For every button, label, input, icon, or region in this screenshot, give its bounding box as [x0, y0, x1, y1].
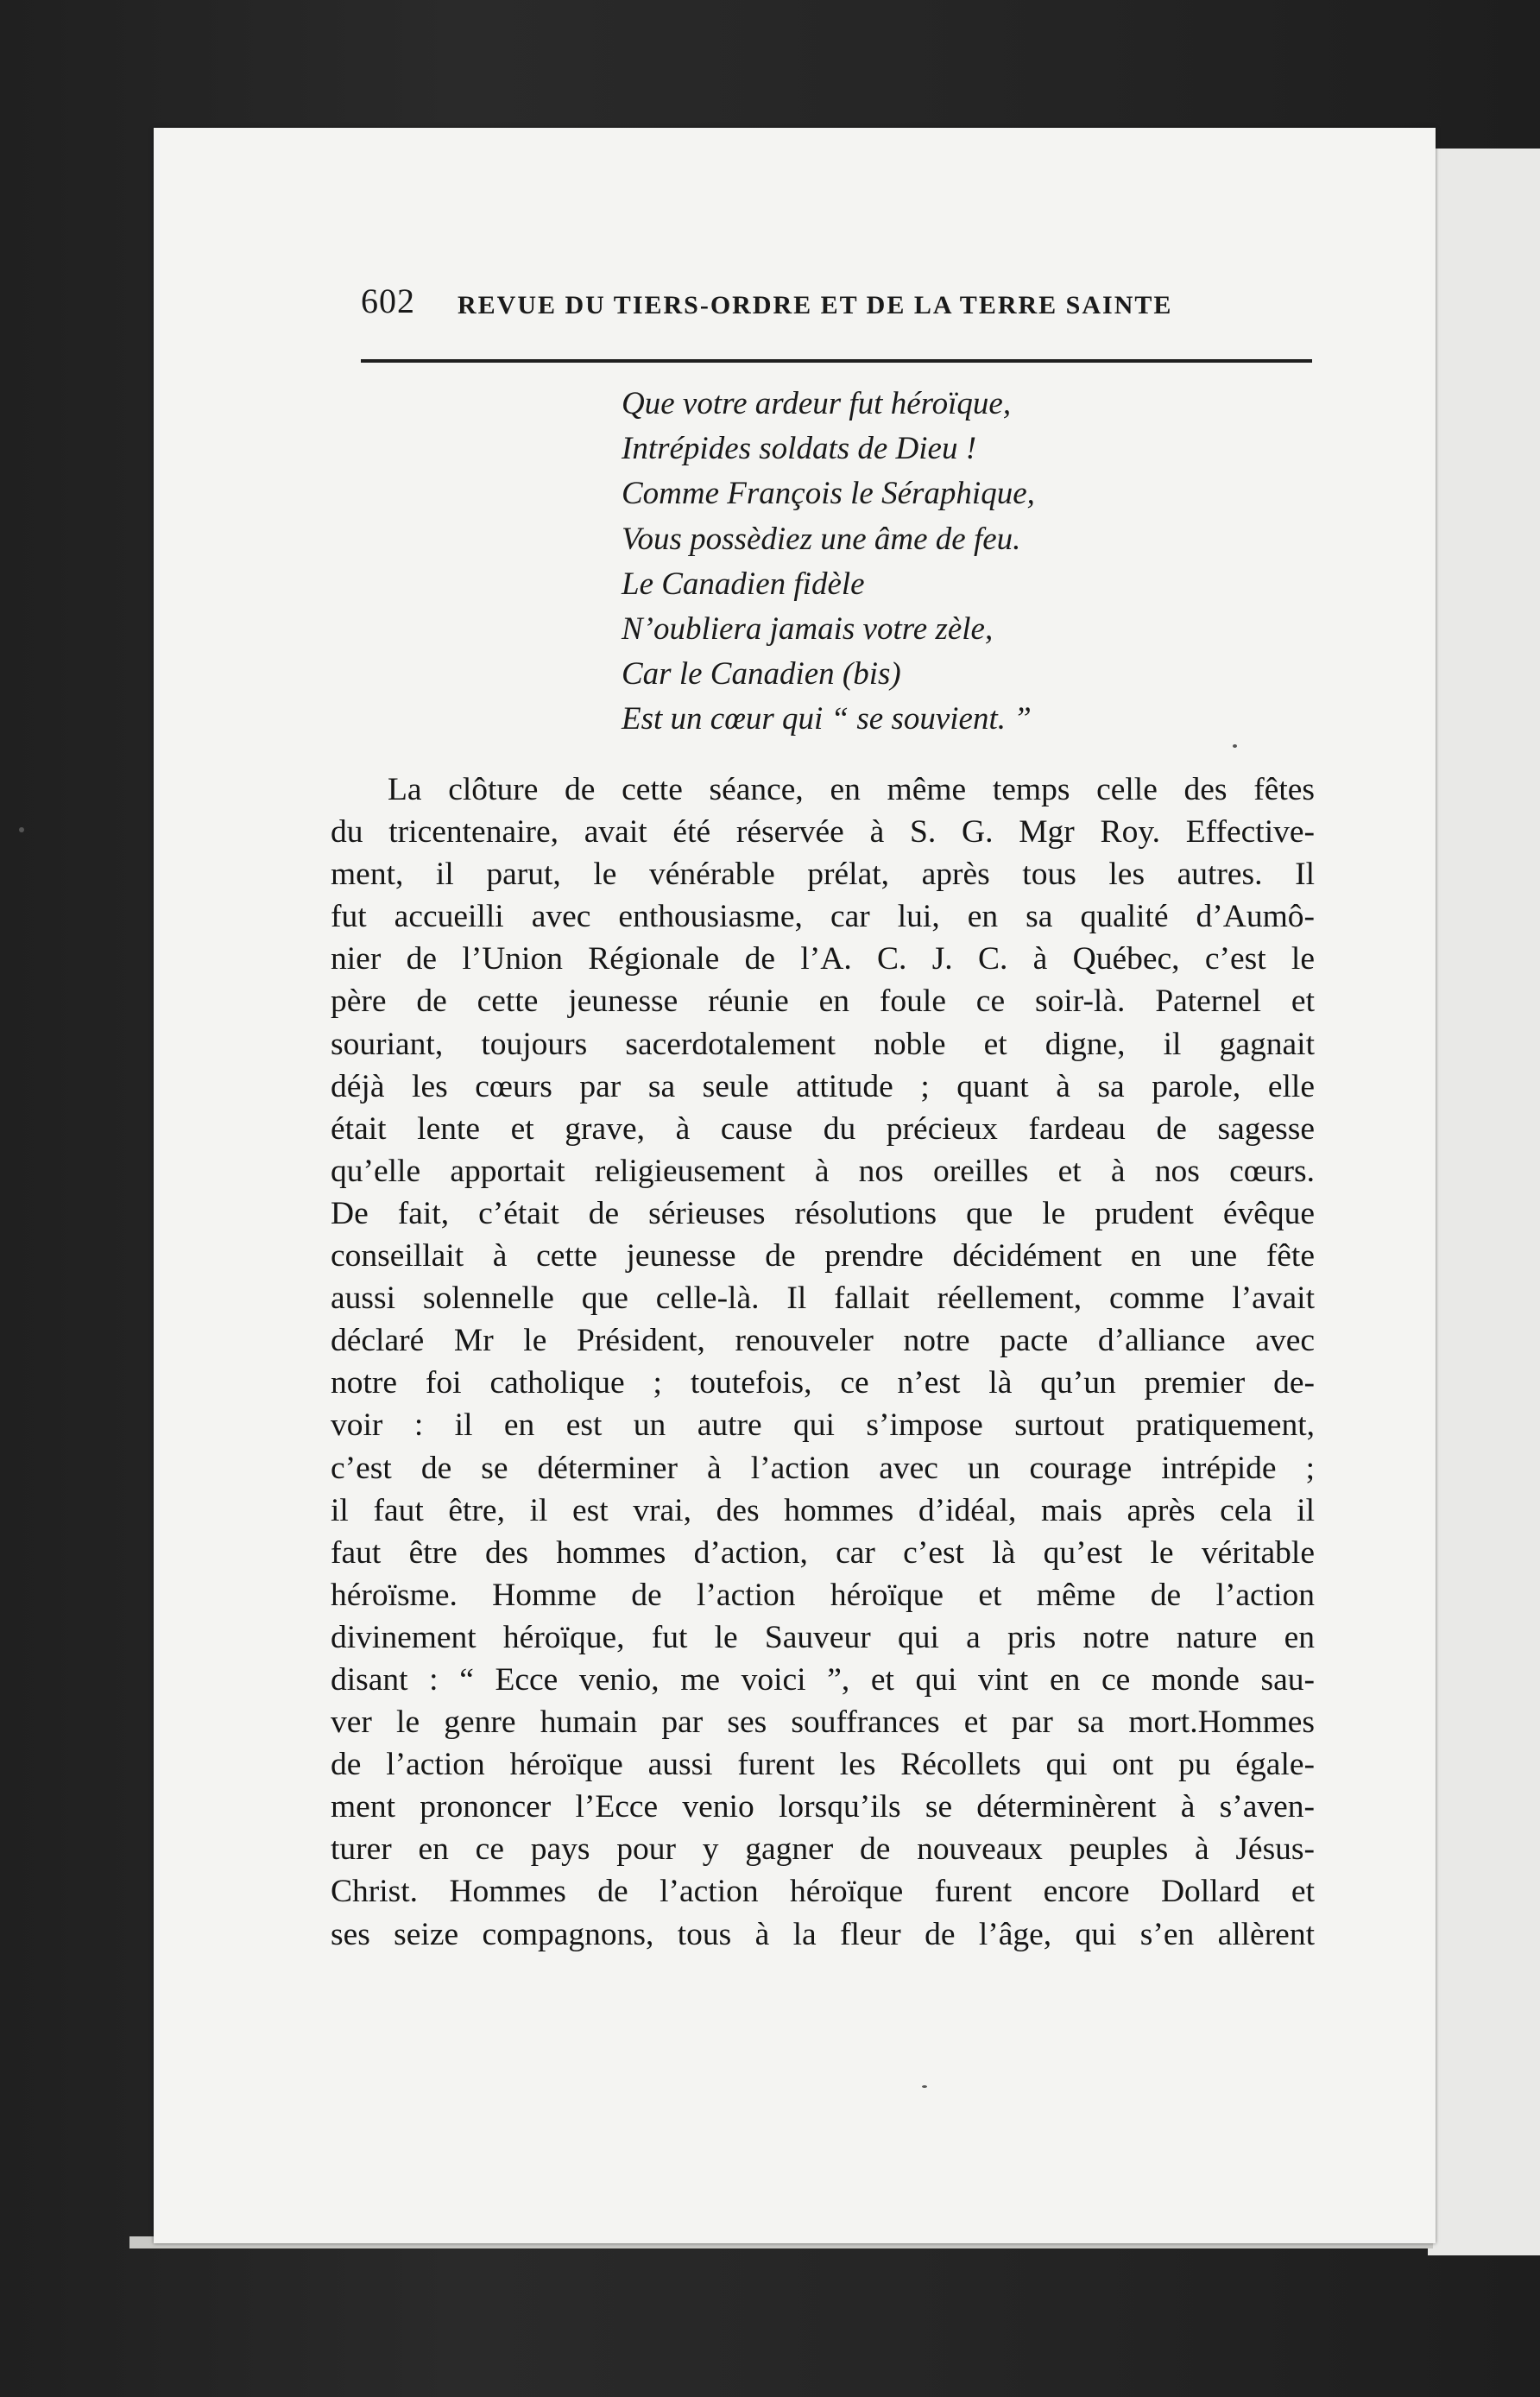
- facing-page-edge: [1428, 149, 1540, 2255]
- text-line: il faut être, il est vrai, des hommes d’idéal, mais après cela il: [331, 1492, 1315, 1528]
- text-line: disant : “ Ecce venio, me voici ”, et qui vint en ce monde sau-: [331, 1661, 1315, 1698]
- text-line: ver le genre humain par ses souffrances et par sa mort.Hommes: [331, 1704, 1315, 1741]
- poem-line: Intrépides soldats de Dieu !: [622, 431, 977, 467]
- poem-line: Vous possèdiez une âme de feu.: [622, 521, 1021, 557]
- dust-speck: [922, 2085, 927, 2088]
- text-line: nier de l’Union Régionale de l’A. C. J. C. à Québec, c’est le: [331, 941, 1315, 977]
- poem-line: Est un cœur qui “ se souvient. ”: [622, 701, 1032, 737]
- poem-line: Comme François le Séraphique,: [622, 476, 1035, 512]
- text-line: de l’action héroïque aussi furent les Récollets qui ont pu égale-: [331, 1747, 1315, 1783]
- text-line: divinement héroïque, fut le Sauveur qui a pris notre nature en: [331, 1619, 1315, 1655]
- text-line: De fait, c’était de sérieuses résolutions que le prudent évêque: [331, 1195, 1315, 1231]
- dust-speck: [1233, 744, 1237, 748]
- text-line: La clôture de cette séance, en même temps celle des fêtes: [388, 772, 1315, 807]
- header-rule: [361, 359, 1312, 363]
- body-paragraph: [331, 768, 1315, 1956]
- text-line: turer en ce pays pour y gagner de nouveaux peuples à Jésus-: [331, 1831, 1315, 1868]
- text-line: déclaré Mr le Président, renouveler notre pacte d’alliance avec: [331, 1323, 1315, 1359]
- text-line: ment, il parut, le vénérable prélat, après tous les autres. Il: [331, 857, 1315, 893]
- poem-line: Que votre ardeur fut héroïque,: [622, 386, 1012, 421]
- page-number: 602: [361, 281, 415, 320]
- page-header: [361, 281, 1310, 332]
- text-line: souriant, toujours sacerdotalement noble et digne, il gagnait: [331, 1026, 1315, 1062]
- text-line: Christ. Hommes de l’action héroïque furent encore Dollard et: [331, 1874, 1315, 1910]
- text-line: conseillait à cette jeunesse de prendre décidément en une fête: [331, 1238, 1315, 1274]
- text-line: qu’elle apportait religieusement à nos oreilles et à nos cœurs.: [331, 1153, 1315, 1189]
- text-line: ment prononcer l’Ecce venio lorsqu’ils se déterminèrent à s’aven-: [331, 1789, 1315, 1825]
- text-line: du tricentenaire, avait été réservée à S. G. Mgr Roy. Effective-: [331, 814, 1315, 851]
- text-line: aussi solennelle que celle-là. Il fallait réellement, comme l’avait: [331, 1281, 1315, 1317]
- text-line: c’est de se déterminer à l’action avec un courage intrépide ;: [331, 1450, 1315, 1486]
- poem-line: N’oubliera jamais votre zèle,: [622, 611, 994, 648]
- poem-stanza: [622, 382, 1243, 743]
- poem-line: Car le Canadien (bis): [622, 656, 901, 693]
- text-line: déjà les cœurs par sa seule attitude ; quant à sa parole, elle: [331, 1068, 1315, 1104]
- running-title: REVUE DU TIERS-ORDRE ET DE LA TERRE SAINTE: [458, 291, 1173, 319]
- poem-line: Le Canadien fidèle: [622, 566, 865, 602]
- text-line: ses seize compagnons, tous à la fleur de l’âge, qui s’en allèrent: [331, 1916, 1315, 1952]
- text-line: héroïsme. Homme de l’action héroïque et même de l’action: [331, 1577, 1315, 1613]
- text-line: était lente et grave, à cause du précieux fardeau de sagesse: [331, 1110, 1315, 1147]
- text-line: père de cette jeunesse réunie en foule ce soir-là. Paternel et: [331, 983, 1315, 1020]
- text-line: faut être des hommes d’action, car c’est là qu’est le véritable: [331, 1534, 1315, 1571]
- text-line: voir : il en est un autre qui s’impose surtout pratiquement,: [331, 1407, 1315, 1444]
- text-line: notre foi catholique ; toutefois, ce n’est là qu’un premier de-: [331, 1365, 1315, 1401]
- text-line: fut accueilli avec enthousiasme, car lui, en sa qualité d’Aumô-: [331, 899, 1315, 935]
- dust-speck: [19, 827, 24, 832]
